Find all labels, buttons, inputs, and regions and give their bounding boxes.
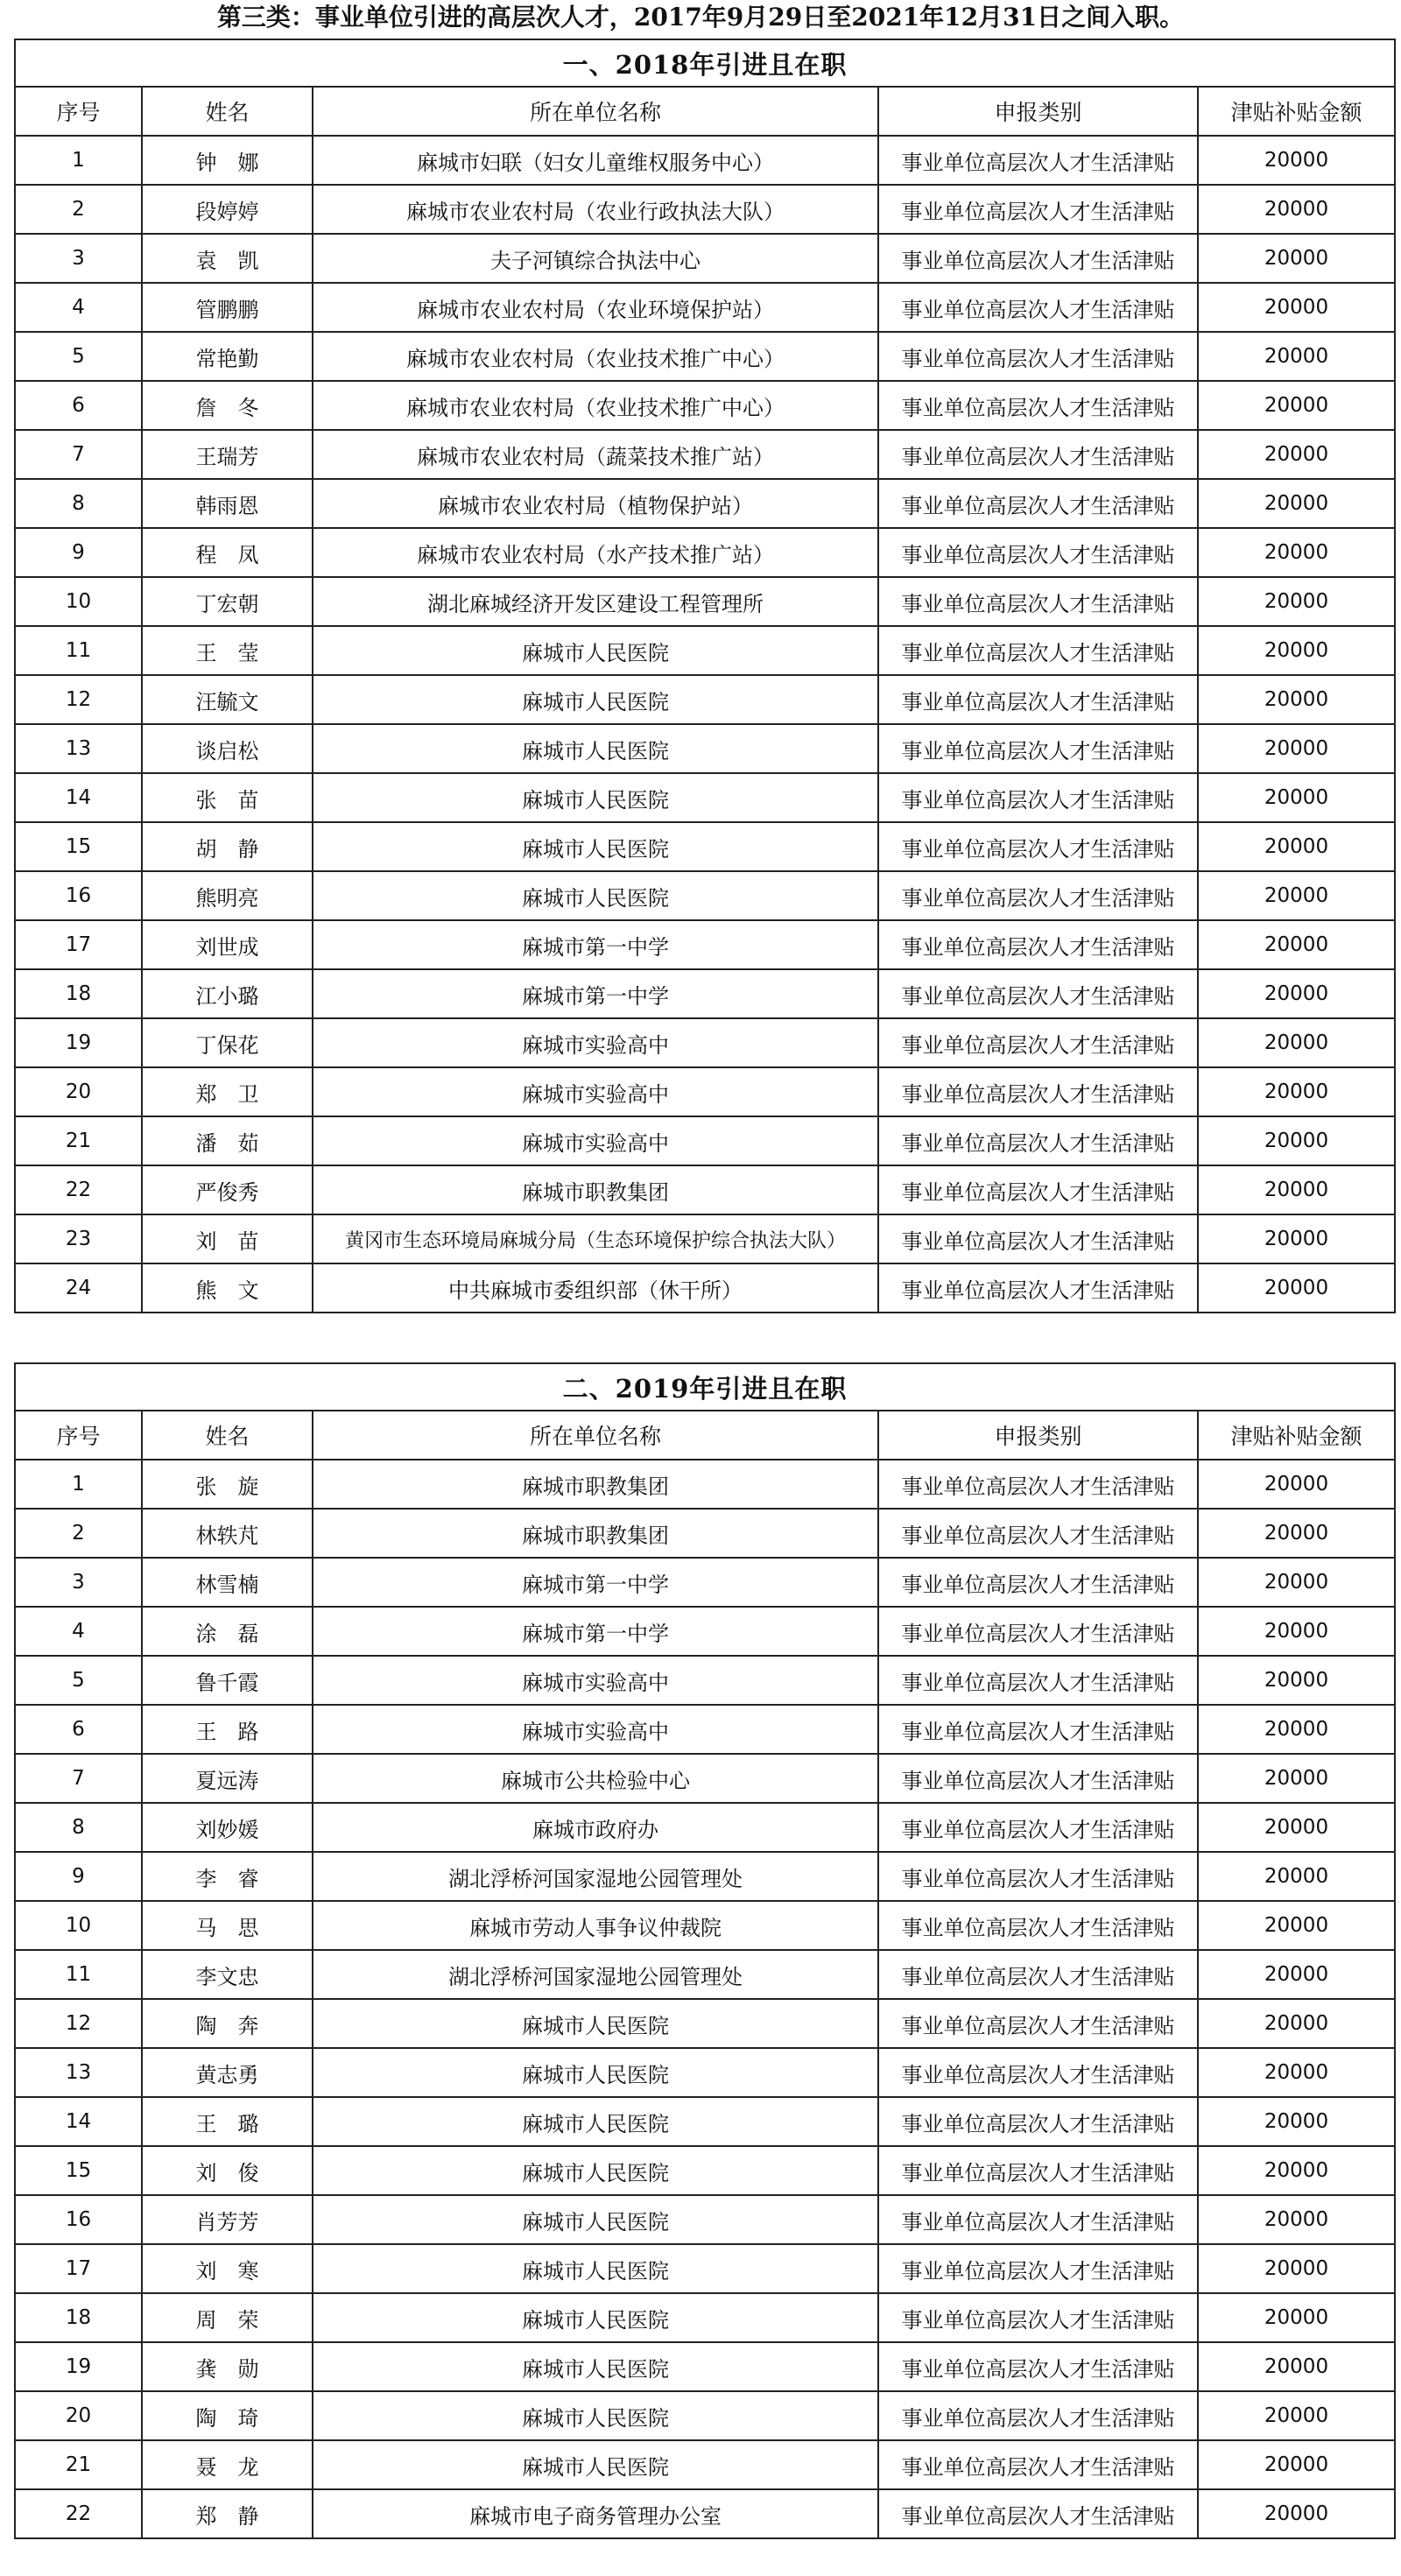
cell-name: 王 路 — [142, 1705, 313, 1754]
cell-type: 事业单位高层次人才生活津贴 — [878, 2048, 1198, 2097]
table-row — [15, 2146, 1395, 2195]
cell-no: 23 — [15, 1214, 142, 1263]
cell-type: 事业单位高层次人才生活津贴 — [878, 773, 1198, 822]
cell-type: 事业单位高层次人才生活津贴 — [878, 1509, 1198, 1558]
cell-no: 12 — [15, 675, 142, 724]
cell-unit: 麻城市劳动人事争议仲裁院 — [313, 1901, 878, 1950]
cell-name: 刘 苗 — [142, 1214, 313, 1263]
header-unit: 所在单位名称 — [313, 87, 878, 136]
cell-name: 刘世成 — [142, 920, 313, 969]
table-row — [15, 2391, 1395, 2440]
cell-amount: 20000 — [1198, 822, 1395, 871]
cell-name: 郑 卫 — [142, 1067, 313, 1116]
table-row — [15, 1263, 1395, 1313]
cell-name: 龚 勋 — [142, 2342, 313, 2391]
cell-type: 事业单位高层次人才生活津贴 — [878, 528, 1198, 577]
cell-no: 6 — [15, 1705, 142, 1754]
cell-name: 熊 文 — [142, 1263, 313, 1313]
cell-unit: 麻城市实验高中 — [313, 1067, 878, 1116]
cell-unit: 麻城市职教集团 — [313, 1165, 878, 1214]
cell-unit: 麻城市人民医院 — [313, 2391, 878, 2440]
cell-no: 11 — [15, 626, 142, 675]
cell-unit: 麻城市第一中学 — [313, 920, 878, 969]
table-row — [15, 2342, 1395, 2391]
cell-type: 事业单位高层次人才生活津贴 — [878, 2342, 1198, 2391]
cell-no: 2 — [15, 1509, 142, 1558]
table-2019 — [14, 1362, 1396, 2539]
cell-name: 林雪楠 — [142, 1558, 313, 1607]
cell-amount: 20000 — [1198, 2146, 1395, 2195]
cell-name: 丁宏朝 — [142, 577, 313, 626]
table-row — [15, 430, 1395, 479]
table-row — [15, 920, 1395, 969]
cell-type: 事业单位高层次人才生活津贴 — [878, 1214, 1198, 1263]
section-title: 一、2018年引进且在职 — [15, 39, 1395, 87]
cell-no: 4 — [15, 1607, 142, 1656]
cell-unit: 麻城市实验高中 — [313, 1116, 878, 1165]
cell-amount: 20000 — [1198, 2440, 1395, 2489]
cell-no: 3 — [15, 234, 142, 283]
table-row — [15, 1116, 1395, 1165]
page-title: 第三类：事业单位引进的高层次人才，2017年9月29日至2021年12月31日之间入职。 — [216, 3, 1185, 32]
cell-amount: 20000 — [1198, 2391, 1395, 2440]
cell-type: 事业单位高层次人才生活津贴 — [878, 185, 1198, 234]
cell-name: 刘 俊 — [142, 2146, 313, 2195]
table-2018-body — [15, 39, 1395, 1313]
table-row — [15, 1999, 1395, 2048]
cell-no: 16 — [15, 2195, 142, 2244]
table-row — [15, 773, 1395, 822]
cell-no: 17 — [15, 920, 142, 969]
table-row — [15, 2048, 1395, 2097]
cell-no: 16 — [15, 871, 142, 920]
cell-name: 詹 冬 — [142, 381, 313, 430]
table-row — [15, 1803, 1395, 1852]
cell-name: 严俊秀 — [142, 1165, 313, 1214]
cell-type: 事业单位高层次人才生活津贴 — [878, 871, 1198, 920]
cell-no: 24 — [15, 1263, 142, 1313]
table-row — [15, 675, 1395, 724]
cell-no: 19 — [15, 1018, 142, 1067]
cell-no: 14 — [15, 2097, 142, 2146]
table-row — [15, 822, 1395, 871]
cell-amount: 20000 — [1198, 1165, 1395, 1214]
table-row — [15, 1018, 1395, 1067]
cell-name: 郑 静 — [142, 2489, 313, 2538]
cell-amount: 20000 — [1198, 234, 1395, 283]
cell-type: 事业单位高层次人才生活津贴 — [878, 136, 1198, 185]
cell-no: 13 — [15, 2048, 142, 2097]
cell-name: 潘 茹 — [142, 1116, 313, 1165]
cell-type: 事业单位高层次人才生活津贴 — [878, 1705, 1198, 1754]
table-row — [15, 234, 1395, 283]
cell-unit: 麻城市人民医院 — [313, 2048, 878, 2097]
cell-amount: 20000 — [1198, 2489, 1395, 2538]
cell-type: 事业单位高层次人才生活津贴 — [878, 822, 1198, 871]
cell-amount: 20000 — [1198, 479, 1395, 528]
cell-no: 7 — [15, 430, 142, 479]
cell-no: 19 — [15, 2342, 142, 2391]
cell-unit: 麻城市人民医院 — [313, 2244, 878, 2293]
table-row — [15, 381, 1395, 430]
cell-name: 张 旋 — [142, 1460, 313, 1509]
cell-no: 20 — [15, 1067, 142, 1116]
cell-no: 13 — [15, 724, 142, 773]
table-row — [15, 136, 1395, 185]
cell-amount: 20000 — [1198, 1263, 1395, 1313]
table-row — [15, 1852, 1395, 1901]
cell-name: 段婷婷 — [142, 185, 313, 234]
header-no: 序号 — [15, 87, 142, 136]
cell-amount: 20000 — [1198, 1116, 1395, 1165]
cell-no: 15 — [15, 2146, 142, 2195]
cell-name: 程 凤 — [142, 528, 313, 577]
cell-no: 21 — [15, 1116, 142, 1165]
cell-name: 聂 龙 — [142, 2440, 313, 2489]
table-row — [15, 1950, 1395, 1999]
table-row — [15, 1509, 1395, 1558]
cell-type: 事业单位高层次人才生活津贴 — [878, 1165, 1198, 1214]
cell-name: 丁保花 — [142, 1018, 313, 1067]
table-row — [15, 2195, 1395, 2244]
cell-unit: 湖北麻城经济开发区建设工程管理所 — [313, 577, 878, 626]
cell-no: 10 — [15, 577, 142, 626]
table-row — [15, 2097, 1395, 2146]
cell-amount: 20000 — [1198, 2097, 1395, 2146]
header-amount: 津贴补贴金额 — [1198, 87, 1395, 136]
cell-type: 事业单位高层次人才生活津贴 — [878, 2293, 1198, 2342]
cell-name: 韩雨恩 — [142, 479, 313, 528]
cell-no: 18 — [15, 2293, 142, 2342]
cell-type: 事业单位高层次人才生活津贴 — [878, 381, 1198, 430]
cell-amount: 20000 — [1198, 1705, 1395, 1754]
cell-unit: 中共麻城市委组织部（休干所） — [313, 1263, 878, 1313]
cell-amount: 20000 — [1198, 1950, 1395, 1999]
cell-name: 谈启松 — [142, 724, 313, 773]
table-row — [15, 724, 1395, 773]
table-2018 — [14, 39, 1396, 1313]
cell-amount: 20000 — [1198, 528, 1395, 577]
cell-no: 5 — [15, 332, 142, 381]
cell-no: 2 — [15, 185, 142, 234]
header-name: 姓名 — [142, 1411, 313, 1460]
cell-amount: 20000 — [1198, 1754, 1395, 1803]
table-row — [15, 2244, 1395, 2293]
cell-no: 14 — [15, 773, 142, 822]
cell-name: 王瑞芳 — [142, 430, 313, 479]
cell-amount: 20000 — [1198, 577, 1395, 626]
cell-type: 事业单位高层次人才生活津贴 — [878, 2097, 1198, 2146]
cell-type: 事业单位高层次人才生活津贴 — [878, 234, 1198, 283]
cell-type: 事业单位高层次人才生活津贴 — [878, 1754, 1198, 1803]
cell-unit: 麻城市公共检验中心 — [313, 1754, 878, 1803]
cell-type: 事业单位高层次人才生活津贴 — [878, 1018, 1198, 1067]
header-row — [15, 1411, 1395, 1460]
cell-no: 9 — [15, 1852, 142, 1901]
cell-amount: 20000 — [1198, 1656, 1395, 1705]
cell-amount: 20000 — [1198, 185, 1395, 234]
table-row — [15, 1558, 1395, 1607]
cell-unit: 黄冈市生态环境局麻城分局（生态环境保护综合执法大队） — [313, 1214, 878, 1263]
cell-name: 刘妙媛 — [142, 1803, 313, 1852]
cell-name: 熊明亮 — [142, 871, 313, 920]
table-row — [15, 528, 1395, 577]
cell-name: 刘 寒 — [142, 2244, 313, 2293]
table-row — [15, 969, 1395, 1018]
cell-type: 事业单位高层次人才生活津贴 — [878, 1852, 1198, 1901]
cell-name: 陶 琦 — [142, 2391, 313, 2440]
cell-type: 事业单位高层次人才生活津贴 — [878, 969, 1198, 1018]
cell-name: 管鹏鹏 — [142, 283, 313, 332]
table-row — [15, 871, 1395, 920]
cell-type: 事业单位高层次人才生活津贴 — [878, 1999, 1198, 2048]
cell-no: 17 — [15, 2244, 142, 2293]
cell-amount: 20000 — [1198, 332, 1395, 381]
cell-name: 林轶芃 — [142, 1509, 313, 1558]
cell-no: 21 — [15, 2440, 142, 2489]
cell-no: 20 — [15, 2391, 142, 2440]
header-no: 序号 — [15, 1411, 142, 1460]
cell-unit: 麻城市农业农村局（水产技术推广站） — [313, 528, 878, 577]
cell-type: 事业单位高层次人才生活津贴 — [878, 577, 1198, 626]
cell-unit: 麻城市人民医院 — [313, 2342, 878, 2391]
cell-no: 1 — [15, 1460, 142, 1509]
cell-no: 15 — [15, 822, 142, 871]
cell-name: 常艳勤 — [142, 332, 313, 381]
cell-unit: 麻城市人民医院 — [313, 773, 878, 822]
cell-amount: 20000 — [1198, 724, 1395, 773]
cell-unit: 麻城市农业农村局（植物保护站） — [313, 479, 878, 528]
cell-name: 钟 娜 — [142, 136, 313, 185]
cell-type: 事业单位高层次人才生活津贴 — [878, 1656, 1198, 1705]
cell-name: 陶 奔 — [142, 1999, 313, 2048]
cell-amount: 20000 — [1198, 969, 1395, 1018]
cell-amount: 20000 — [1198, 773, 1395, 822]
cell-unit: 夫子河镇综合执法中心 — [313, 234, 878, 283]
table-row — [15, 283, 1395, 332]
cell-amount: 20000 — [1198, 1607, 1395, 1656]
cell-type: 事业单位高层次人才生活津贴 — [878, 332, 1198, 381]
cell-amount: 20000 — [1198, 1018, 1395, 1067]
cell-name: 李 睿 — [142, 1852, 313, 1901]
cell-amount: 20000 — [1198, 2195, 1395, 2244]
cell-amount: 20000 — [1198, 871, 1395, 920]
header-name: 姓名 — [142, 87, 313, 136]
cell-unit: 麻城市人民医院 — [313, 675, 878, 724]
cell-unit: 麻城市人民医院 — [313, 724, 878, 773]
cell-name: 江小璐 — [142, 969, 313, 1018]
cell-unit: 麻城市职教集团 — [313, 1509, 878, 1558]
table-row — [15, 1754, 1395, 1803]
cell-amount: 20000 — [1198, 675, 1395, 724]
cell-type: 事业单位高层次人才生活津贴 — [878, 2489, 1198, 2538]
cell-unit: 麻城市人民医院 — [313, 2097, 878, 2146]
table-row — [15, 2489, 1395, 2538]
table-row — [15, 1214, 1395, 1263]
cell-unit: 湖北浮桥河国家湿地公园管理处 — [313, 1950, 878, 1999]
table-row — [15, 2440, 1395, 2489]
cell-amount: 20000 — [1198, 920, 1395, 969]
cell-name: 王 璐 — [142, 2097, 313, 2146]
cell-amount: 20000 — [1198, 1509, 1395, 1558]
section-heading-row — [15, 39, 1395, 87]
cell-amount: 20000 — [1198, 1460, 1395, 1509]
section-heading-row — [15, 1363, 1395, 1411]
cell-unit: 麻城市人民医院 — [313, 626, 878, 675]
header-type: 申报类别 — [878, 87, 1198, 136]
header-row — [15, 87, 1395, 136]
cell-name: 涂 磊 — [142, 1607, 313, 1656]
cell-no: 3 — [15, 1558, 142, 1607]
cell-type: 事业单位高层次人才生活津贴 — [878, 2440, 1198, 2489]
cell-no: 4 — [15, 283, 142, 332]
cell-name: 袁 凯 — [142, 234, 313, 283]
cell-type: 事业单位高层次人才生活津贴 — [878, 724, 1198, 773]
cell-no: 5 — [15, 1656, 142, 1705]
cell-type: 事业单位高层次人才生活津贴 — [878, 283, 1198, 332]
cell-no: 22 — [15, 1165, 142, 1214]
cell-no: 7 — [15, 1754, 142, 1803]
cell-unit: 麻城市职教集团 — [313, 1460, 878, 1509]
cell-name: 周 荣 — [142, 2293, 313, 2342]
cell-type: 事业单位高层次人才生活津贴 — [878, 2244, 1198, 2293]
cell-name: 张 苗 — [142, 773, 313, 822]
cell-type: 事业单位高层次人才生活津贴 — [878, 1607, 1198, 1656]
cell-type: 事业单位高层次人才生活津贴 — [878, 1950, 1198, 1999]
cell-amount: 20000 — [1198, 626, 1395, 675]
cell-unit: 麻城市农业农村局（农业技术推广中心） — [313, 381, 878, 430]
cell-no: 10 — [15, 1901, 142, 1950]
cell-unit: 麻城市人民医院 — [313, 2440, 878, 2489]
table-row — [15, 1901, 1395, 1950]
header-amount: 津贴补贴金额 — [1198, 1411, 1395, 1460]
cell-unit: 麻城市电子商务管理办公室 — [313, 2489, 878, 2538]
table-2019-body — [15, 1363, 1395, 2538]
cell-unit: 麻城市实验高中 — [313, 1018, 878, 1067]
cell-type: 事业单位高层次人才生活津贴 — [878, 1263, 1198, 1313]
cell-unit: 麻城市农业农村局（蔬菜技术推广站） — [313, 430, 878, 479]
cell-name: 黄志勇 — [142, 2048, 313, 2097]
cell-name: 夏远涛 — [142, 1754, 313, 1803]
cell-amount: 20000 — [1198, 2342, 1395, 2391]
cell-unit: 麻城市人民医院 — [313, 871, 878, 920]
cell-type: 事业单位高层次人才生活津贴 — [878, 479, 1198, 528]
cell-name: 李文忠 — [142, 1950, 313, 1999]
cell-amount: 20000 — [1198, 1558, 1395, 1607]
cell-name: 胡 静 — [142, 822, 313, 871]
table-row — [15, 1607, 1395, 1656]
cell-type: 事业单位高层次人才生活津贴 — [878, 2391, 1198, 2440]
cell-name: 鲁千霞 — [142, 1656, 313, 1705]
cell-amount: 20000 — [1198, 430, 1395, 479]
cell-type: 事业单位高层次人才生活津贴 — [878, 675, 1198, 724]
cell-type: 事业单位高层次人才生活津贴 — [878, 1460, 1198, 1509]
cell-type: 事业单位高层次人才生活津贴 — [878, 1803, 1198, 1852]
cell-amount: 20000 — [1198, 2048, 1395, 2097]
cell-amount: 20000 — [1198, 1067, 1395, 1116]
cell-no: 8 — [15, 479, 142, 528]
cell-no: 18 — [15, 969, 142, 1018]
cell-amount: 20000 — [1198, 283, 1395, 332]
cell-unit: 湖北浮桥河国家湿地公园管理处 — [313, 1852, 878, 1901]
table-row — [15, 1067, 1395, 1116]
cell-unit: 麻城市实验高中 — [313, 1656, 878, 1705]
cell-type: 事业单位高层次人才生活津贴 — [878, 1901, 1198, 1950]
table-row — [15, 577, 1395, 626]
cell-amount: 20000 — [1198, 1852, 1395, 1901]
cell-unit: 麻城市实验高中 — [313, 1705, 878, 1754]
header-type: 申报类别 — [878, 1411, 1198, 1460]
table-row — [15, 626, 1395, 675]
cell-no: 6 — [15, 381, 142, 430]
cell-type: 事业单位高层次人才生活津贴 — [878, 2146, 1198, 2195]
cell-no: 8 — [15, 1803, 142, 1852]
cell-unit: 麻城市第一中学 — [313, 1607, 878, 1656]
cell-type: 事业单位高层次人才生活津贴 — [878, 1558, 1198, 1607]
cell-unit: 麻城市妇联（妇女儿童维权服务中心） — [313, 136, 878, 185]
cell-no: 9 — [15, 528, 142, 577]
cell-amount: 20000 — [1198, 1901, 1395, 1950]
cell-amount: 20000 — [1198, 2244, 1395, 2293]
cell-name: 王 莹 — [142, 626, 313, 675]
cell-type: 事业单位高层次人才生活津贴 — [878, 2195, 1198, 2244]
header-unit: 所在单位名称 — [313, 1411, 878, 1460]
cell-amount: 20000 — [1198, 381, 1395, 430]
cell-amount: 20000 — [1198, 2293, 1395, 2342]
cell-no: 1 — [15, 136, 142, 185]
cell-unit: 麻城市人民医院 — [313, 822, 878, 871]
cell-type: 事业单位高层次人才生活津贴 — [878, 920, 1198, 969]
cell-unit: 麻城市人民医院 — [313, 1999, 878, 2048]
cell-unit: 麻城市政府办 — [313, 1803, 878, 1852]
table-row — [15, 1165, 1395, 1214]
cell-amount: 20000 — [1198, 1999, 1395, 2048]
table-row — [15, 185, 1395, 234]
cell-name: 肖芳芳 — [142, 2195, 313, 2244]
cell-type: 事业单位高层次人才生活津贴 — [878, 1067, 1198, 1116]
section-title: 二、2019年引进且在职 — [15, 1363, 1395, 1411]
cell-unit: 麻城市第一中学 — [313, 969, 878, 1018]
table-row — [15, 1656, 1395, 1705]
cell-type: 事业单位高层次人才生活津贴 — [878, 626, 1198, 675]
cell-name: 汪毓文 — [142, 675, 313, 724]
cell-unit: 麻城市人民医院 — [313, 2293, 878, 2342]
table-row — [15, 332, 1395, 381]
cell-type: 事业单位高层次人才生活津贴 — [878, 430, 1198, 479]
cell-amount: 20000 — [1198, 1803, 1395, 1852]
cell-no: 11 — [15, 1950, 142, 1999]
table-row — [15, 2293, 1395, 2342]
cell-no: 22 — [15, 2489, 142, 2538]
cell-unit: 麻城市人民医院 — [313, 2146, 878, 2195]
table-row — [15, 479, 1395, 528]
cell-no: 12 — [15, 1999, 142, 2048]
cell-unit: 麻城市农业农村局（农业技术推广中心） — [313, 332, 878, 381]
cell-unit: 麻城市第一中学 — [313, 1558, 878, 1607]
cell-name: 马 思 — [142, 1901, 313, 1950]
cell-unit: 麻城市人民医院 — [313, 2195, 878, 2244]
cell-type: 事业单位高层次人才生活津贴 — [878, 1116, 1198, 1165]
cell-amount: 20000 — [1198, 136, 1395, 185]
table-row — [15, 1460, 1395, 1509]
cell-unit: 麻城市农业农村局（农业行政执法大队） — [313, 185, 878, 234]
table-row — [15, 1705, 1395, 1754]
cell-amount: 20000 — [1198, 1214, 1395, 1263]
cell-unit: 麻城市农业农村局（农业环境保护站） — [313, 283, 878, 332]
